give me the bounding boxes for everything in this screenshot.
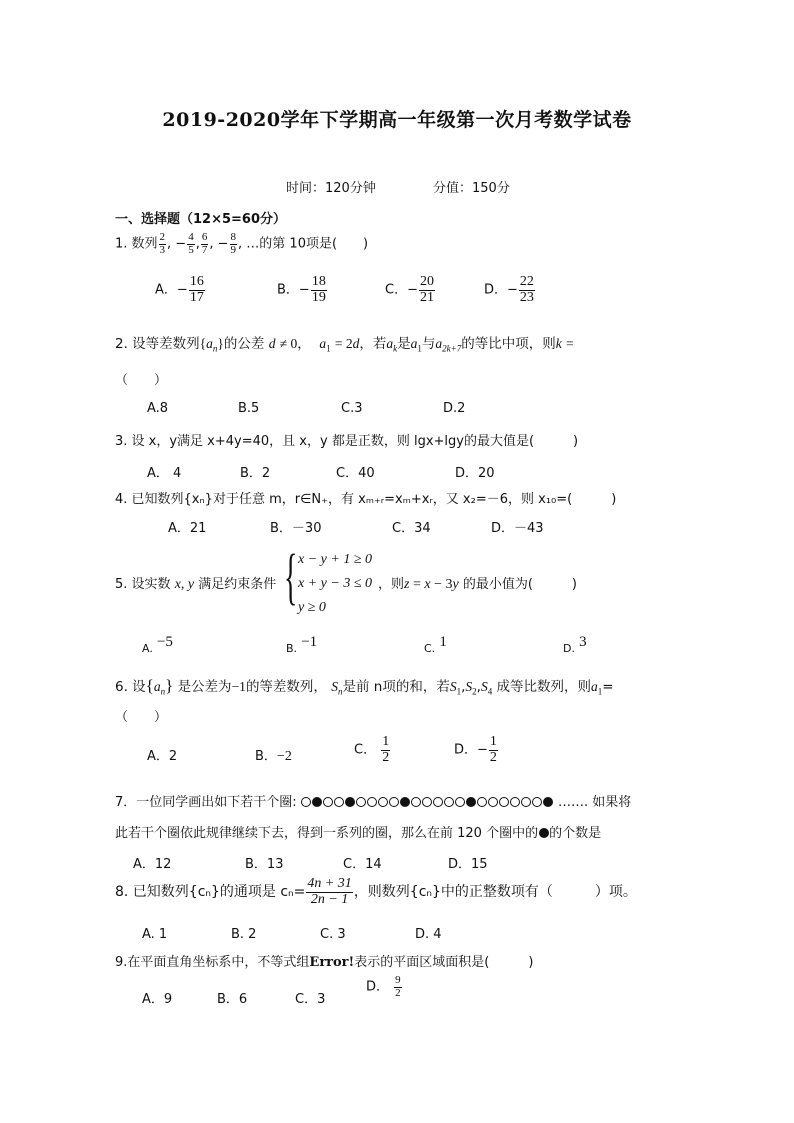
q2-option-d[interactable]: D.2 — [443, 401, 466, 416]
open-circle-icon — [455, 797, 465, 807]
q7-circle-sequence — [301, 795, 558, 810]
q5-brace: { — [284, 543, 298, 611]
q1-suffix: , …的第 10项是( ) — [238, 236, 369, 252]
open-circle-icon — [510, 797, 520, 807]
question-6: 6. 设$\{a_n\}$ 是公差为−1的等差数列， $S_n$是前 n项的和，若$S_1,S_2,S_4$ 成等比数列，则$a_1=$ — [115, 676, 614, 697]
open-circle-icon — [444, 797, 454, 807]
q4-option-b[interactable]: B．－30 — [270, 521, 322, 536]
q6-option-b[interactable]: B．−2 — [255, 749, 292, 764]
exam-time: 时间：120分钟 — [286, 181, 376, 196]
question-2: 2. 设等差数列$\{a_n\}$的公差 d ≠ 0， $a_1 = 2d$，若$a_k$是$a_1$与$a_{2k+7}$的等比中项，则k = — [115, 336, 574, 354]
q7-option-d[interactable]: D．15 — [448, 857, 488, 872]
q3-option-d[interactable]: D．20 — [455, 466, 495, 481]
q9-option-a[interactable]: A．9 — [142, 992, 173, 1007]
question-3: 3. 设 x，y满足 x+4y=40，且 x，y 都是正数，则 lgx+lgy的最大值是( ) — [115, 434, 579, 449]
q1-term3: $\frac{6}{7}$ — [201, 231, 208, 256]
question-5-prefix: 5. 设实数 x, y 满足约束条件 — [115, 577, 277, 592]
open-circle-icon — [389, 797, 399, 807]
open-circle-icon — [301, 797, 311, 807]
q9-error-text: Error! — [309, 955, 355, 970]
filled-circle-icon — [400, 797, 410, 807]
page-title: 2019-2020学年下学期高一年级第一次月考数学试卷 — [162, 109, 632, 131]
q8-option-a[interactable]: A. 1 — [142, 927, 168, 942]
q8-option-b[interactable]: B. 2 — [231, 927, 257, 942]
filled-circle-icon — [312, 797, 322, 807]
open-circle-icon — [323, 797, 333, 807]
q9-option-b[interactable]: B．6 — [217, 992, 248, 1007]
q5-option-d[interactable]: D. 3 — [563, 634, 587, 655]
filled-circle-icon — [345, 797, 355, 807]
section-heading: 一、选择题（12×5=60分） — [115, 212, 287, 227]
question-9: 9.在平面直角坐标系中，不等式组Error!表示的平面区域面积是( ) — [115, 955, 534, 970]
q2-answer-paren: （ ） — [115, 373, 168, 388]
q5-constraint-2: x + y − 3 ≤ 0 — [298, 576, 373, 591]
question-5-suffix: ，则z = x − 3y 的最小值为( ) — [378, 577, 578, 592]
q7-option-a[interactable]: A．12 — [133, 857, 172, 872]
q8-option-c[interactable]: C. 3 — [320, 927, 346, 942]
q5-constraints — [298, 548, 372, 620]
q5-option-c[interactable]: C. 1 — [424, 634, 447, 655]
q1-term2: $\frac{4}{5}$ — [188, 231, 194, 256]
q6-answer-paren: （ ） — [115, 710, 168, 725]
filled-circle-icon — [539, 828, 549, 838]
q3-option-c[interactable]: C．40 — [336, 466, 375, 481]
q1-prefix: 1. 数列 — [115, 236, 158, 252]
question-7-line1: 7．一位同学画出如下若干个圈: ……. 如果将 — [115, 795, 632, 810]
open-circle-icon — [477, 797, 487, 807]
question-7-line2: 此若干个圈依此规律继续下去，得到一系列的圈，那么在前 120 个圈中的 的个数是 — [115, 826, 602, 841]
q2-option-c[interactable]: C.3 — [341, 401, 363, 416]
q5-option-a[interactable]: A. −5 — [142, 634, 173, 655]
filled-circle-icon — [466, 797, 476, 807]
q1-option-c[interactable]: C．− $\frac{20}{21}$ — [385, 274, 434, 305]
q3-option-a[interactable]: A． 4 — [147, 466, 182, 481]
q6-option-c[interactable]: C． $\frac{1}{2}$ — [354, 734, 390, 765]
q9-option-d[interactable]: D． $\frac{9}{2}$ — [366, 974, 401, 999]
open-circle-icon — [411, 797, 421, 807]
q3-option-b[interactable]: B．2 — [240, 466, 271, 481]
q6-option-a[interactable]: A．2 — [147, 749, 178, 764]
exam-score: 分值：150分 — [433, 181, 510, 196]
q7-option-c[interactable]: C．14 — [343, 857, 382, 872]
filled-circle-icon — [543, 797, 553, 807]
q1-term4: $\frac{8}{9}$ — [230, 231, 237, 256]
open-circle-icon — [367, 797, 377, 807]
q1-option-d[interactable]: D．− $\frac{22}{23}$ — [484, 274, 534, 305]
q9-option-c[interactable]: C．3 — [295, 992, 326, 1007]
q5-option-b[interactable]: B. −1 — [286, 634, 318, 655]
q5-constraint-1: x − y + 1 ≥ 0 — [298, 552, 373, 567]
q1-term1: $\frac{2}{3}$ — [159, 231, 166, 256]
q4-option-c[interactable]: C．34 — [392, 521, 431, 536]
question-8: 8. 已知数列{cₙ}的通项是 cₙ= $\frac{4n + 31}{2n - 1}$ ，则数列{cₙ}中的正整数项有（ ）项。 — [115, 876, 637, 907]
q5-constraint-3: y ≥ 0 — [298, 600, 326, 615]
question-4: 4. 已知数列{xₙ}对于任意 m，r∈N₊，有 xₘ₊ᵣ=xₘ+xᵣ，又 x₂=－6，则 x₁₀=( ) — [115, 492, 617, 507]
q6-option-d[interactable]: D．− $\frac{1}{2}$ — [454, 734, 497, 765]
open-circle-icon — [433, 797, 443, 807]
open-circle-icon — [532, 797, 542, 807]
question-1: 1. 数列 $\frac{2}{3}$ , − $\frac{4}{5}$ , $\frac{6}{7}$ , − $\frac{8}{9}$ , …的第 10项是( ) — [115, 231, 369, 256]
q1-option-b[interactable]: B．− $\frac{18}{19}$ — [277, 274, 326, 305]
open-circle-icon — [378, 797, 388, 807]
open-circle-icon — [499, 797, 509, 807]
q4-option-a[interactable]: A．21 — [168, 521, 207, 536]
open-circle-icon — [422, 797, 432, 807]
q4-option-d[interactable]: D．－43 — [491, 521, 544, 536]
open-circle-icon — [334, 797, 344, 807]
open-circle-icon — [356, 797, 366, 807]
q1-option-a[interactable]: A．− $\frac{16}{17}$ — [155, 274, 204, 305]
q8-fraction: $\frac{4n + 31}{2n - 1}$ — [307, 876, 352, 907]
q2-option-a[interactable]: A.8 — [147, 401, 169, 416]
q8-option-d[interactable]: D. 4 — [415, 927, 442, 942]
q2-option-b[interactable]: B.5 — [238, 401, 260, 416]
q7-option-b[interactable]: B．13 — [245, 857, 284, 872]
open-circle-icon — [521, 797, 531, 807]
open-circle-icon — [488, 797, 498, 807]
